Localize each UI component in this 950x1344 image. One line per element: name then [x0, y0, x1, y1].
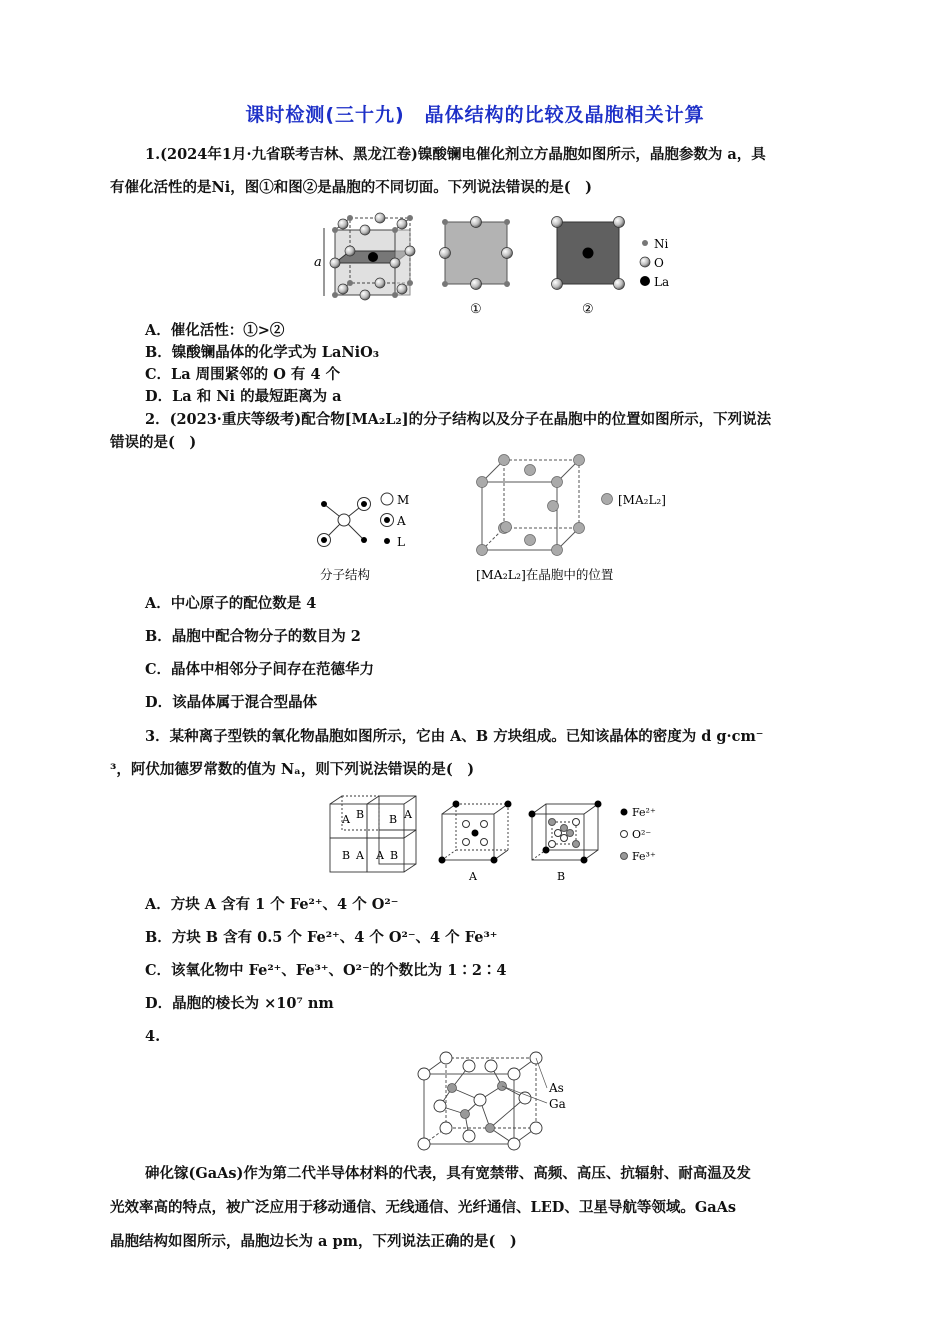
q2-legend-m: M	[397, 493, 410, 507]
q2-option-a: A．中心原子的配位数是 4	[145, 595, 317, 612]
q3-block-a-atoms	[439, 801, 512, 864]
q1-legend-la: La	[654, 275, 670, 289]
page-title: 课时检测(三十九) 晶体结构的比较及晶胞相关计算	[245, 104, 705, 126]
q4-para-line2: 光效率高的特点，被广泛应用于移动通信、无线通信、光纤通信、LED、卫星导航等领域。GaAs	[110, 1199, 737, 1216]
q4-figure	[410, 1048, 580, 1156]
q2-caption-left: 分子结构	[320, 567, 371, 582]
q2-legend-molecule: [MA₂L₂]	[618, 493, 666, 507]
q4-para-line3: 晶胞结构如图所示，晶胞边长为 a pm，下列说法正确的是( )	[110, 1233, 517, 1250]
q3-legend-fe3-dot	[621, 853, 628, 860]
q3-option-a: A．方块 A 含有 1 个 Fe²⁺、4 个 O²⁻	[145, 896, 399, 913]
q3-legend-fe2: Fe²⁺	[632, 806, 656, 819]
q3-cell-label-b: B	[356, 808, 365, 821]
q3-cell-label-a: A	[404, 808, 412, 821]
q1-cut1-label: ①	[470, 302, 482, 317]
q2-option-d: D．该晶体属于混合型晶体	[145, 694, 318, 711]
q3-legend-o2-dot	[621, 831, 628, 838]
q2-atom-m	[338, 514, 350, 526]
q3-option-d: D．晶胞的棱长为 ×10⁷ nm	[145, 995, 334, 1012]
q2-legend-l-dot	[384, 538, 390, 544]
q2-legend-l: L	[397, 535, 405, 549]
q2-legend-molecule-dot	[602, 494, 613, 505]
q1-cut2-label: ②	[582, 302, 594, 317]
q1-legend-o: O	[654, 256, 664, 270]
q2-caption-right: [MA₂L₂]在晶胞中的位置	[476, 567, 614, 582]
q2-legend-a: A	[397, 514, 406, 528]
q3-figure	[326, 792, 666, 888]
q2-atom-l	[361, 537, 367, 543]
q2-stem-line2: 错误的是( )	[110, 434, 197, 451]
q1-option-d: D．La 和 Ni 的最短距离为 a	[145, 388, 342, 405]
q2-option-c: C．晶体中相邻分子间存在范德华力	[145, 661, 375, 678]
q3-block-b-atoms	[529, 801, 602, 864]
q3-legend-fe3: Fe³⁺	[632, 850, 656, 863]
q3-block-b-label: B	[557, 870, 566, 883]
q1-a-label: a	[314, 255, 322, 270]
q2-legend-m-dot	[381, 493, 393, 505]
q2-figure	[308, 448, 688, 588]
q3-cell-label-a: A	[376, 849, 384, 862]
q3-stem-line1: 3．某种离子型铁的氧化物晶胞如图所示，它由 A、B 方块组成。已知该晶体的密度为 d g·cm⁻	[145, 728, 764, 745]
q1-la-atom	[368, 252, 378, 262]
q1-legend-la-dot	[640, 276, 650, 286]
q4-para-line1: 砷化镓(GaAs)作为第二代半导体材料的代表，具有宽禁带、高频、高压、抗辐射、耐高温及发	[145, 1165, 751, 1182]
q2-option-b: B．晶胞中配合物分子的数目为 2	[145, 628, 361, 645]
q1-figure	[310, 208, 680, 320]
q3-option-c: C．该氧化物中 Fe²⁺、Fe³⁺、O²⁻的个数比为 1∶2∶4	[145, 962, 507, 979]
q2-atom-l	[321, 501, 327, 507]
q3-cell-label-b: B	[342, 849, 351, 862]
q1-cut1-face	[445, 222, 507, 284]
q3-legend-fe2-dot	[621, 809, 628, 816]
q3-block-a-label: A	[469, 870, 477, 883]
q1-option-b: B．镍酸镧晶体的化学式为 LaNiO₃	[145, 344, 380, 361]
q1-legend-ni: Ni	[654, 237, 669, 251]
q1-stem-line2: 有催化活性的是Ni，图①和图②是晶胞的不同切面。下列说法错误的是( )	[110, 179, 592, 196]
q3-option-b: B．方块 B 含有 0.5 个 Fe²⁺、4 个 O²⁻、4 个 Fe³⁺	[145, 929, 498, 946]
q1-legend-ni-dot	[642, 240, 648, 246]
q3-stem-line2: ³，阿伏加德罗常数的值为 Nₐ，则下列说法错误的是( )	[110, 761, 475, 778]
q4-number: 4.	[145, 1028, 161, 1045]
q1-option-a: A．催化活性：①>②	[145, 322, 285, 339]
q1-stem-line1: 1.(2024年1月·九省联考吉林、黑龙江卷)镍酸镧电催化剂立方晶胞如图所示，晶胞参数为 a，具	[145, 146, 766, 163]
q4-as-pointer	[536, 1058, 547, 1088]
q1-legend-o-dot	[640, 257, 650, 267]
q3-legend-o2: O²⁻	[632, 828, 652, 841]
q3-cell-label-a: A	[356, 849, 364, 862]
q3-cell-label-b: B	[389, 813, 398, 826]
q2-stem-line1: 2．(2023·重庆等级考)配合物[MA₂L₂]的分子结构以及分子在晶胞中的位置如图所示，下列说法	[145, 411, 772, 428]
q4-ga-label: Ga	[549, 1097, 566, 1111]
q2-cell-molecules	[477, 455, 585, 556]
q4-as-label: As	[549, 1081, 564, 1095]
q1-option-c: C．La 周围紧邻的 O 有 4 个	[145, 366, 341, 383]
q3-cell-label-b: B	[390, 849, 399, 862]
q3-cell-label-a: A	[342, 813, 350, 826]
q3-block-b	[532, 804, 598, 860]
